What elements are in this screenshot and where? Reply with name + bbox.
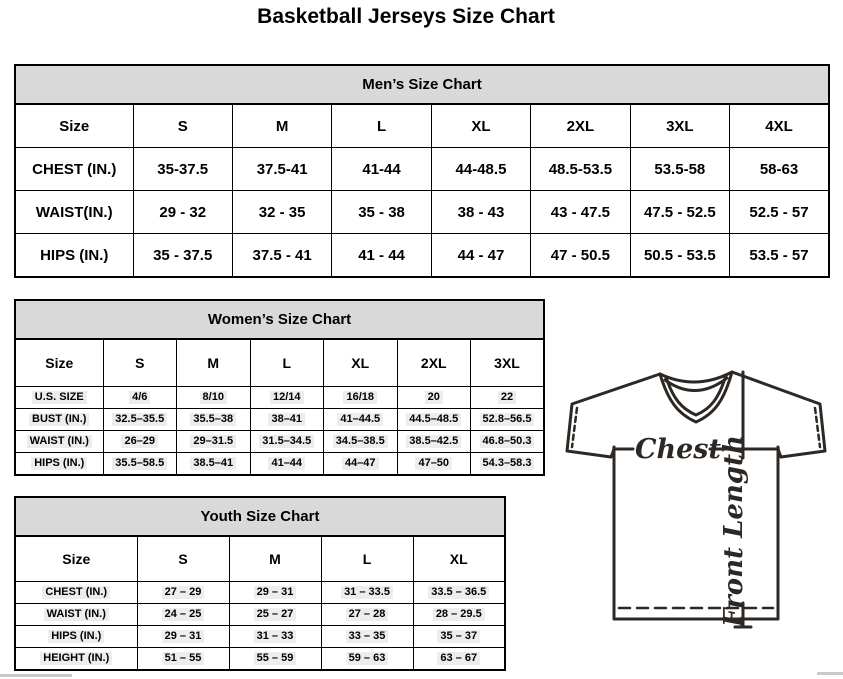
womens-cell-0-3: 16/18 (324, 387, 398, 409)
youth-cell-0-2: 31 – 33.5 (321, 582, 413, 604)
womens-size-col-3xl: 3XL (471, 339, 545, 387)
womens-row-label-0: U.S. SIZE (15, 387, 103, 409)
mens-size-col-3xl: 3XL (630, 104, 729, 148)
youth-row-label-1: WAIST (IN.) (15, 604, 137, 626)
mens-cell-1-5: 47.5 - 52.5 (630, 191, 729, 234)
youth-cell-2-0: 29 – 31 (137, 626, 229, 648)
mens-table-row (15, 191, 829, 234)
youth-table-row (15, 626, 505, 648)
mens-size-col-m: M (232, 104, 331, 148)
womens-cell-1-5: 52.8–56.5 (471, 409, 545, 431)
womens-size-col-s: S (103, 339, 177, 387)
womens-cell-2-4: 38.5–42.5 (397, 431, 471, 453)
page-title: Basketball Jerseys Size Chart (257, 5, 555, 28)
jersey-measurement-diagram (556, 352, 843, 662)
chest-label: Chest (635, 434, 721, 465)
mens-cell-2-5: 50.5 - 53.5 (630, 234, 729, 278)
womens-cell-1-0: 32.5–35.5 (103, 409, 177, 431)
womens-size-col-l: L (250, 339, 324, 387)
mens-table-row (15, 148, 829, 191)
womens-row-label-3: HIPS (IN.) (15, 453, 103, 476)
scrollbar-fragment-right[interactable] (817, 672, 843, 675)
youth-cell-0-1: 29 – 31 (229, 582, 321, 604)
youth-cell-2-3: 35 – 37 (413, 626, 505, 648)
youth-size-col-m: M (229, 536, 321, 582)
womens-size-col-xl: XL (324, 339, 398, 387)
womens-cell-3-4: 47–50 (397, 453, 471, 476)
womens-cell-1-2: 38–41 (250, 409, 324, 431)
mens-size-col-xl: XL (431, 104, 530, 148)
mens-table-title: Men’s Size Chart (15, 65, 829, 104)
mens-cell-1-0: 29 - 32 (133, 191, 232, 234)
womens-cell-0-4: 20 (397, 387, 471, 409)
mens-row-label-2: HIPS (IN.) (15, 234, 133, 278)
youth-row-label-0: CHEST (IN.) (15, 582, 137, 604)
mens-row-label-0: CHEST (IN.) (15, 148, 133, 191)
womens-row-label-1: BUST (IN.) (15, 409, 103, 431)
mens-cell-2-2: 41 - 44 (332, 234, 431, 278)
youth-table-row (15, 648, 505, 671)
youth-cell-2-2: 33 – 35 (321, 626, 413, 648)
womens-size-table (14, 299, 545, 476)
womens-cell-3-3: 44–47 (324, 453, 398, 476)
youth-cell-1-3: 28 – 29.5 (413, 604, 505, 626)
womens-size-header: Size (15, 339, 103, 387)
youth-size-col-s: S (137, 536, 229, 582)
womens-cell-2-3: 34.5–38.5 (324, 431, 398, 453)
youth-cell-3-0: 51 – 55 (137, 648, 229, 671)
mens-cell-0-1: 37.5-41 (232, 148, 331, 191)
mens-cell-1-6: 52.5 - 57 (730, 191, 829, 234)
mens-cell-1-1: 32 - 35 (232, 191, 331, 234)
womens-cell-0-0: 4/6 (103, 387, 177, 409)
mens-cell-0-2: 41-44 (332, 148, 431, 191)
mens-size-col-s: S (133, 104, 232, 148)
womens-cell-2-2: 31.5–34.5 (250, 431, 324, 453)
womens-cell-1-1: 35.5–38 (177, 409, 251, 431)
youth-size-table (14, 496, 506, 671)
youth-table-row (15, 604, 505, 626)
mens-table-row (15, 234, 829, 278)
mens-cell-1-3: 38 - 43 (431, 191, 530, 234)
womens-cell-3-5: 54.3–58.3 (471, 453, 545, 476)
youth-cell-1-0: 24 – 25 (137, 604, 229, 626)
womens-table-row (15, 453, 544, 476)
youth-size-col-l: L (321, 536, 413, 582)
youth-size-header: Size (15, 536, 137, 582)
womens-table-title: Women’s Size Chart (15, 300, 544, 339)
womens-table-row (15, 387, 544, 409)
womens-table-row (15, 409, 544, 431)
womens-cell-1-3: 41–44.5 (324, 409, 398, 431)
mens-size-col-2xl: 2XL (531, 104, 630, 148)
womens-cell-0-2: 12/14 (250, 387, 324, 409)
youth-cell-2-1: 31 – 33 (229, 626, 321, 648)
mens-row-label-1: WAIST(IN.) (15, 191, 133, 234)
youth-cell-3-2: 59 – 63 (321, 648, 413, 671)
mens-cell-2-4: 47 - 50.5 (531, 234, 630, 278)
mens-cell-1-4: 43 - 47.5 (531, 191, 630, 234)
front-length-label: Front Length (719, 435, 749, 627)
mens-cell-2-1: 37.5 - 41 (232, 234, 331, 278)
mens-cell-2-3: 44 - 47 (431, 234, 530, 278)
womens-table-row (15, 431, 544, 453)
mens-cell-0-6: 58-63 (730, 148, 829, 191)
scrollbar-fragment-left[interactable] (0, 674, 72, 677)
womens-cell-0-5: 22 (471, 387, 545, 409)
womens-cell-0-1: 8/10 (177, 387, 251, 409)
youth-cell-3-3: 63 – 67 (413, 648, 505, 671)
womens-cell-2-1: 29–31.5 (177, 431, 251, 453)
womens-cell-3-0: 35.5–58.5 (103, 453, 177, 476)
womens-cell-2-5: 46.8–50.3 (471, 431, 545, 453)
youth-cell-1-2: 27 – 28 (321, 604, 413, 626)
youth-cell-0-3: 33.5 – 36.5 (413, 582, 505, 604)
mens-cell-0-3: 44-48.5 (431, 148, 530, 191)
womens-size-col-m: M (177, 339, 251, 387)
mens-cell-0-4: 48.5-53.5 (531, 148, 630, 191)
womens-size-col-2xl: 2XL (397, 339, 471, 387)
youth-cell-0-0: 27 – 29 (137, 582, 229, 604)
womens-row-label-2: WAIST (IN.) (15, 431, 103, 453)
youth-table-title: Youth Size Chart (15, 497, 505, 536)
womens-cell-3-1: 38.5–41 (177, 453, 251, 476)
youth-table-row (15, 582, 505, 604)
mens-size-header: Size (15, 104, 133, 148)
mens-size-table (14, 64, 830, 278)
jersey-outline-drawing (556, 352, 843, 662)
mens-cell-1-2: 35 - 38 (332, 191, 431, 234)
womens-cell-3-2: 41–44 (250, 453, 324, 476)
mens-cell-0-0: 35-37.5 (133, 148, 232, 191)
mens-cell-2-6: 53.5 - 57 (730, 234, 829, 278)
mens-cell-2-0: 35 - 37.5 (133, 234, 232, 278)
youth-row-label-2: HIPS (IN.) (15, 626, 137, 648)
womens-cell-1-4: 44.5–48.5 (397, 409, 471, 431)
youth-cell-1-1: 25 – 27 (229, 604, 321, 626)
youth-row-label-3: HEIGHT (IN.) (15, 648, 137, 671)
youth-size-col-xl: XL (413, 536, 505, 582)
mens-size-col-l: L (332, 104, 431, 148)
mens-size-col-4xl: 4XL (730, 104, 829, 148)
youth-cell-3-1: 55 – 59 (229, 648, 321, 671)
mens-cell-0-5: 53.5-58 (630, 148, 729, 191)
womens-cell-2-0: 26–29 (103, 431, 177, 453)
